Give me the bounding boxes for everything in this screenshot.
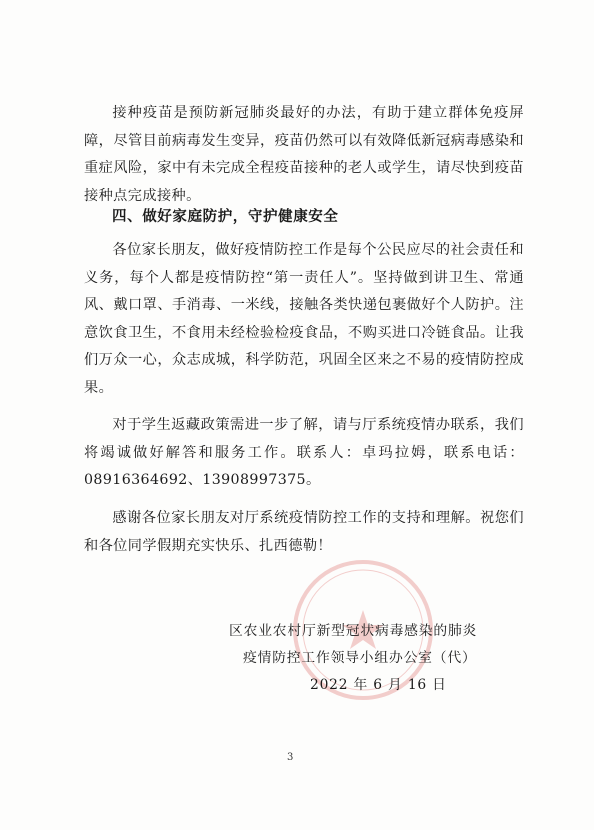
page-number: 3 — [287, 752, 294, 763]
signature-department-line2: 疫情防控工作领导小组办公室（代） — [243, 650, 477, 666]
section-heading: 四、做好家庭防护，守护健康安全 — [112, 209, 339, 225]
paragraph-contact-info: 对于学生返藏政策需进一步了解，请与厅系统疫情办联系，我们将竭诚做好解答和服务工作。联系人：卓玛拉姆，联系电话：08916364692、13908997375。 — [84, 417, 524, 489]
paragraph-family-protection: 各位家长朋友，做好疫情防控工作是每个公民应尽的社会责任和义务，每个人都是疫情防控“第一责任人”。坚持做到讲卫生、常通风、戴口罩、手消毒、一米线，接触各类快递包裹做好个人防护。注意饮食卫生，不食用未经检验检疫食品，不购买进口冷链食品。让我们万众一心，众志成城，科学防范，巩固全区来之不易的疫情防控成果。 — [84, 242, 524, 396]
paragraph-vaccination: 接种疫苗是预防新冠肺炎最好的办法，有助于建立群体免疫屏障，尽管目前病毒发生变异，疫苗仍然可以有效降低新冠病毒感染和重症风险，家中有未完成全程疫苗接种的老人或学生，请尽快到疫苗接种点完成接种。 — [84, 105, 524, 204]
signature-date: 2022 年 6 月 16 日 — [310, 677, 447, 693]
paragraph-thanks: 感谢各位家长朋友对厅系统疫情防控工作的支持和理解。祝您们和各位同学假期充实快乐、扎西德勒！ — [84, 510, 524, 554]
signature-department-line1: 区农业农村厅新型冠状病毒感染的肺炎 — [229, 623, 478, 639]
